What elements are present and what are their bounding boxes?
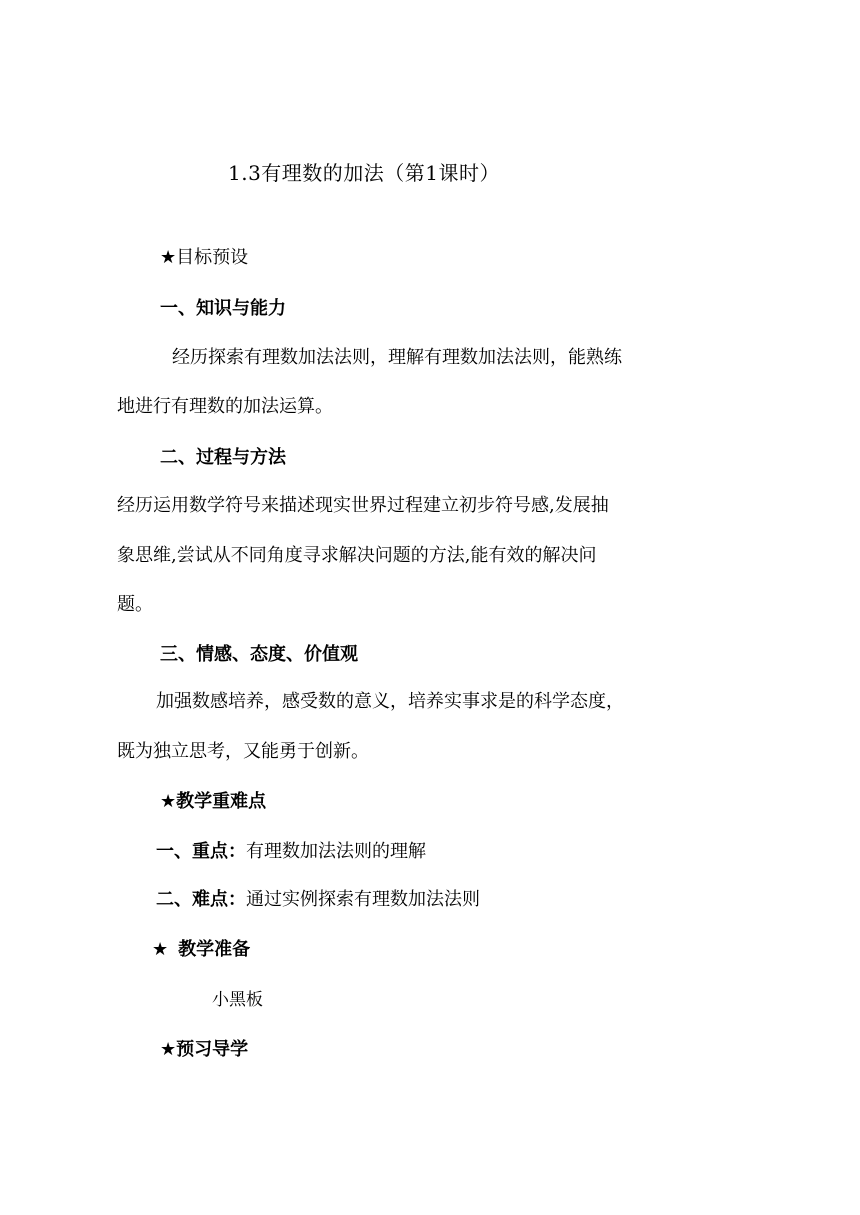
emotion-line-1: 加强数感培养，感受数的意义，培养实事求是的科学态度， bbox=[156, 691, 624, 712]
process-line-3: 题。 bbox=[117, 594, 153, 615]
focus-label: 一、重点： bbox=[156, 841, 246, 862]
difficulty-label: 二、难点： bbox=[156, 889, 246, 910]
focus-row bbox=[156, 840, 426, 864]
star-icon: ★ bbox=[160, 1039, 177, 1060]
preparation-heading-row bbox=[152, 938, 250, 962]
process-line-1: 经历运用数学符号来描述现实世界过程建立初步符号感,发展抽 bbox=[117, 495, 609, 516]
preview-heading: 预习导学 bbox=[176, 1039, 249, 1060]
emotion-heading: 三、情感、态度、价值观 bbox=[160, 644, 358, 665]
star-icon: ★ bbox=[160, 791, 177, 812]
emotion-line-2: 既为独立思考，又能勇于创新。 bbox=[117, 741, 369, 762]
process-line-2: 象思维,尝试从不同角度寻求解决问题的方法,能有效的解决问 bbox=[117, 545, 597, 566]
difficulty-row bbox=[156, 888, 480, 912]
star-icon: ★ bbox=[152, 939, 169, 960]
process-heading: 二、过程与方法 bbox=[160, 447, 286, 468]
goals-heading: 目标预设 bbox=[176, 247, 249, 268]
knowledge-line-2: 地进行有理数的加法运算。 bbox=[117, 396, 333, 417]
key-points-heading-row bbox=[160, 790, 266, 814]
focus-text: 有理数加法法则的理解 bbox=[246, 841, 426, 862]
difficulty-text: 通过实例探索有理数加法法则 bbox=[246, 889, 480, 910]
preparation-heading: 教学准备 bbox=[178, 939, 251, 960]
preview-heading-row bbox=[160, 1038, 248, 1062]
preparation-item: 小黑板 bbox=[212, 990, 263, 1010]
document-title: 1.3有理数的加法（第1课时） bbox=[228, 161, 501, 185]
knowledge-heading: 一、知识与能力 bbox=[160, 298, 286, 319]
goals-heading-row bbox=[160, 246, 248, 270]
star-icon: ★ bbox=[160, 247, 177, 268]
key-points-heading: 教学重难点 bbox=[176, 791, 267, 812]
knowledge-line-1: 经历探索有理数加法法则，理解有理数加法法则，能熟练 bbox=[172, 347, 622, 368]
